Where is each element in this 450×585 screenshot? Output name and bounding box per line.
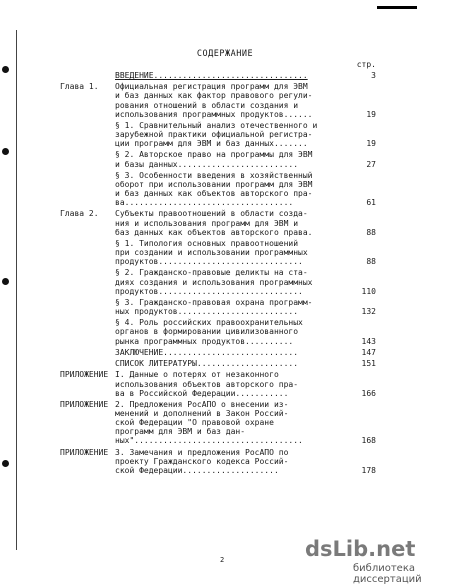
toc-entry-line: оборот при использовании программ для ЭВМ	[115, 179, 313, 189]
toc-entry-page: 110	[361, 286, 376, 296]
scan-mark	[377, 6, 417, 9]
margin-line	[16, 30, 17, 550]
toc-entry-page: 147	[361, 347, 376, 357]
toc-entry-line: Официальная регистрация программ для ЭВМ	[115, 82, 308, 92]
toc-entry-line: I. Данные о потерях от незаконного	[115, 370, 279, 380]
toc-entry-line: ЗАКЛЮЧЕНИЕ............................	[115, 347, 299, 357]
binding-hole	[2, 278, 9, 285]
toc-entry-line: баз данных как объектов авторского права.	[115, 227, 313, 237]
toc-entry-page: 19	[366, 109, 376, 119]
toc-entry-page: 178	[361, 465, 376, 475]
toc-entry-page: 3	[371, 71, 376, 80]
binding-hole	[2, 460, 9, 467]
watermark-subtitle: библиотека диссертаций	[353, 563, 422, 585]
toc-entry-line: 3. Замечания и предложения РосАПО по	[115, 447, 289, 457]
toc-entry-line: диях создания и использования программных	[115, 277, 313, 287]
toc-entry-page: 88	[366, 227, 376, 237]
toc-entry-line: ва в Российской Федерации...........	[115, 388, 289, 398]
toc-entry-line: продуктов..............................	[115, 286, 303, 296]
toc-entry-line: и баз данных как объектов авторского пра-	[115, 189, 313, 198]
toc-entry-line: программ для ЭВМ и баз дан-	[115, 427, 246, 437]
toc-entry-page: 27	[366, 159, 376, 169]
toc-entry-line: 2. Предложения РосАПО о внесении из-	[115, 399, 289, 409]
binding-hole	[2, 66, 9, 73]
page-number: 2	[220, 556, 225, 564]
toc-entry-line: ской Федерации "О правовой охране	[115, 418, 274, 428]
toc-entry-line: использования программных продуктов......	[115, 109, 313, 119]
toc-entry-line: § 1. Типология основных правоотношений	[115, 238, 299, 248]
toc-entry-line: ния и использования программ для ЭВМ и	[115, 218, 299, 228]
toc-entry-line: органов в формировании цивилизованного	[115, 327, 299, 337]
toc-entry-line: проекту Гражданского кодекса Россий-	[115, 456, 289, 466]
toc-entry-line: рынка программных продуктов..........	[115, 336, 294, 346]
toc-entry-line: рования отношений в области создания и	[115, 100, 299, 110]
toc-entry-line: использования объектов авторского пра-	[115, 379, 299, 389]
toc-entry-page: 143	[361, 336, 376, 346]
toc-entry-line: ных продуктов.........................	[115, 307, 299, 316]
toc-entry-line: ВВЕДЕНИЕ................................	[115, 71, 308, 80]
toc-entry-label: ПРИЛОЖЕНИЕ	[60, 447, 109, 457]
watermark-logo: dsLib.net	[305, 537, 416, 561]
toc-entry-label: ПРИЛОЖЕНИЕ	[60, 370, 109, 380]
toc-entry-line: продуктов..............................	[115, 257, 303, 267]
toc-entry-page: 132	[361, 307, 376, 316]
toc-entry-page: 88	[366, 257, 376, 267]
toc-entry-line: СПИСОК ЛИТЕРАТУРЫ.....................	[115, 359, 299, 369]
toc-entry-page: 166	[361, 388, 376, 398]
watermark	[305, 537, 450, 585]
toc-entry-line: § 2. Авторское право на программы для ЭВМ	[115, 150, 313, 160]
toc-entry-line: зарубежной практики официальной регистра-	[115, 130, 313, 139]
toc-entry-page: 61	[366, 198, 376, 208]
toc-entry-line: Субъекты правоотношений в области созда-	[115, 209, 308, 219]
toc-entry-label: Глава 1.	[60, 82, 99, 92]
toc-entry-line: § 1. Сравнительный анализ отечественного и	[115, 120, 318, 130]
toc-entry-line: § 4. Роль российских правоохранительных	[115, 318, 303, 328]
toc-entry-line: ции программ для ЭВМ и баз данных.......	[115, 139, 308, 149]
toc-entry-page: 168	[361, 436, 376, 446]
toc-entry-label: Глава 2.	[60, 209, 99, 219]
toc-entry-line: и базы данных.........................	[115, 159, 299, 169]
binding-hole	[2, 148, 9, 155]
toc-entry-line: § 2. Гражданско-правовые деликты на ста-	[115, 268, 308, 278]
toc-entry-page: 151	[361, 359, 376, 369]
toc-entry-page: 19	[366, 139, 376, 149]
toc-entry-line: и баз данных как фактор правового регули-	[115, 91, 313, 101]
toc-entry-line: ской Федерации....................	[115, 465, 279, 475]
toc-entry-line: § 3. Гражданско-правовая охрана программ-	[115, 297, 313, 307]
page-title: СОДЕРЖАНИЕ	[196, 49, 254, 59]
toc-entry-line: § 3. Особенности введения в хозяйственный	[115, 170, 313, 180]
page-column-header: стр.	[356, 60, 376, 69]
toc-entry-label: ПРИЛОЖЕНИЕ	[60, 399, 109, 409]
toc-entry-line: ных"...................................	[115, 436, 303, 446]
toc-entry-line: менений и дополнений в Закон Россий-	[115, 409, 289, 418]
toc-entry-line: при создании и использовании программных	[115, 248, 308, 257]
toc-entry-line: ва...................................	[115, 198, 294, 208]
